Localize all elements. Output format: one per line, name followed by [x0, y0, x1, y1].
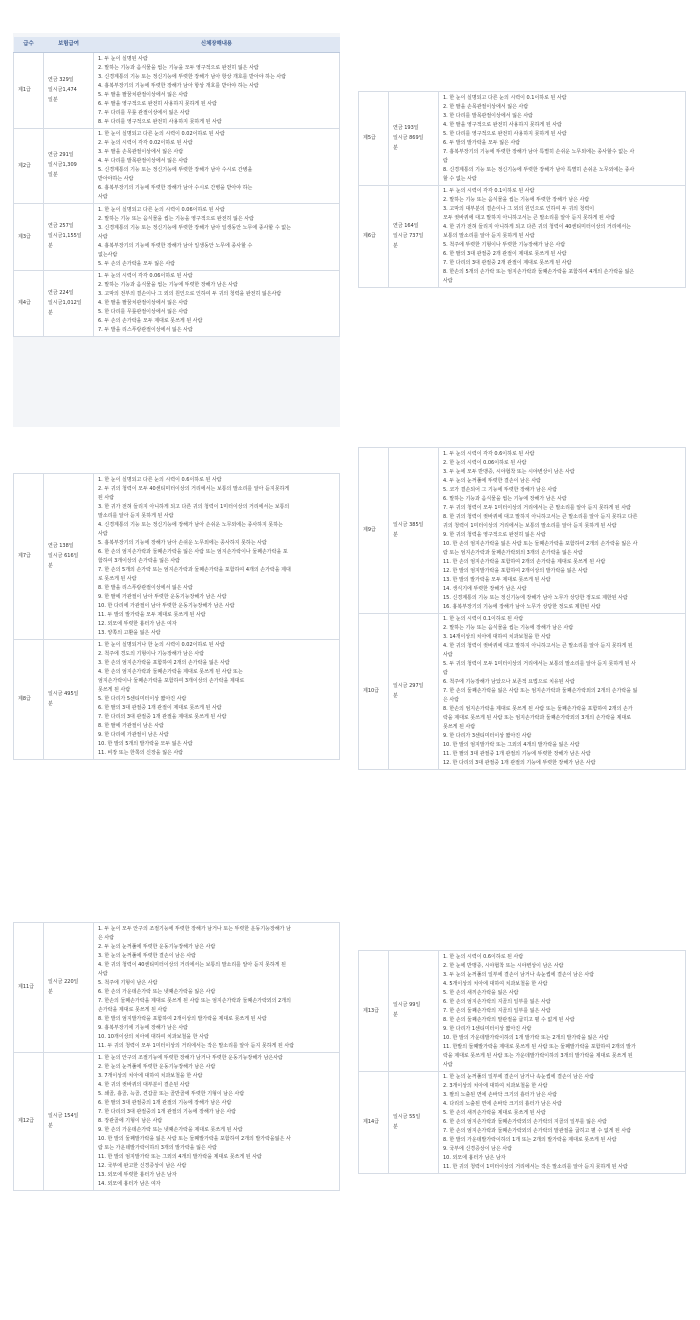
pension-cell — [44, 923, 94, 1053]
condition-line: 6. 두 팔을 영구적으로 완전히 사용하지 못하게 된 사람 — [98, 100, 217, 107]
condition-line: 6. 한 팔의 3대 관절중의 1개 관절의 기능에 장해가 남은 사람 — [98, 1100, 232, 1106]
header-condition: 신체장해내용 — [94, 37, 340, 53]
condition-cell — [439, 185, 686, 288]
grade-cell: 제8급 — [14, 639, 44, 760]
condition-line: 없는사람 — [98, 251, 118, 258]
pension-line: 일시금 737일 — [393, 232, 424, 239]
condition-line: 5. 척주에 뚜렷한 기형이나 뚜렷한 기능장해가 남은 사람 — [443, 242, 566, 248]
grade-cell: 제6급 — [359, 185, 389, 288]
condition-line: 4. 두 눈의 눈꺼풀에 뚜렷한 결손이 남은 사람 — [443, 477, 542, 484]
pension-line: 일시금 154일 — [48, 1112, 79, 1119]
pension-line: 일시금 55일 — [393, 1113, 421, 1120]
condition-cell — [439, 92, 686, 186]
condition-line: 로 못쓰게 된 사람 — [98, 575, 137, 582]
pension-line: 분 — [48, 562, 53, 569]
condition-line: 7. 흉복부장기의 기능에 뚜렷한 장해가 남아 특별히 손쉬운 노무외에는 종사할수 없는 사 — [443, 148, 635, 155]
condition-line: 말소리를 알아 듣지 못하게 된 사람 — [98, 512, 174, 519]
card-grades-13-14 — [358, 950, 686, 1272]
grade-cell: 제10급 — [359, 613, 389, 770]
condition-line: 12. 외모에 뚜렷한 흉터가 남은 여자 — [98, 620, 177, 627]
condition-line: 7. 두 발을 리스푸랑관절이상에서 잃은 사람 — [98, 327, 193, 334]
disability-table-2 — [358, 91, 686, 288]
grade-row — [14, 204, 340, 271]
pension-line: 분 — [48, 243, 53, 250]
pension-line: 연금 291일 — [48, 152, 74, 159]
condition-line: 8. 한 귀의 청력이 귓바퀴에 대고 말하지 아니하고서는 큰 말소리를 알아 듣지 못하고 다른 — [443, 513, 638, 520]
condition-line: 6. 두 손의 손가락을 모두 제대로 못쓰게 된 사람 — [98, 318, 203, 325]
condition-line: 못쓰게 된 사람 — [443, 724, 476, 730]
condition-line: 5. 쇄골, 흉골, 늑골, 견갑골 또는 골반골에 뚜렷한 기형이 남은 사람 — [98, 1091, 245, 1097]
condition-line: 9. 국부에 신경증상이 남은 사람 — [443, 1146, 513, 1152]
pension-line: 분 — [48, 309, 53, 316]
grade-cell: 제5급 — [359, 92, 389, 186]
condition-line: 2. 척주에 경도의 기형이나 기능장해가 남은 사람 — [98, 651, 205, 657]
condition-line: 9. 한 팔에 가관절이 남아 뚜렷한 운동기능장해가 남은 사람 — [98, 593, 227, 600]
card-grades-7-8 — [13, 473, 340, 853]
condition-line: 12. 한 다리의 3대 관절중 1개 관절의 기능에 뚜렷한 장해가 남은 사람 — [443, 760, 596, 766]
condition-line: 1. 한 눈의 시력이 0.6이하로 된 사람 — [443, 953, 524, 960]
condition-line: 2. 말하는 기능 또는 음식물을 씹는 기능을 영구적으로 완전히 잃은 사람 — [98, 215, 254, 222]
condition-line: 귀의 청력이 1미터이상의 거리에서는 보통의 말소리를 알아 듣지 못하게 된 사람 — [443, 522, 617, 529]
condition-line: 6. 한 손의 엄지손가락과 둘째손가락을 잃은 사람 또는 엄지손가락이나 둘째손가락을 포 — [98, 548, 288, 555]
grade-cell: 제4급 — [14, 270, 44, 337]
condition-line: 10. 한 다리에 가관절이 남아 뚜렷한 운동기능장해가 남은 사람 — [98, 602, 235, 609]
condition-cell — [94, 53, 340, 129]
condition-line: 4. 흉복부장기의 기능에 뚜렷한 장해가 남아 항상 개호를 받아야 하는 사람 — [98, 82, 259, 89]
header-grade: 급수 — [14, 37, 44, 53]
grade-row — [14, 1052, 340, 1191]
condition-line: 5. 한 손의 새끼손가락을 제대로 못쓰게 된 사람 — [443, 1110, 546, 1116]
condition-line: 3. 한 손의 엄지손가락을 포함하여 2개의 손가락을 잃은 사람 — [98, 660, 230, 666]
grade-row — [14, 128, 340, 204]
condition-line: 8. 한 발을 리스푸랑관절이상에서 잃은 사람 — [98, 584, 193, 591]
condition-line: 1. 한 눈의 시력이 0.1이하로 된 사람 — [443, 616, 524, 622]
condition-line: 3. 팔의 노출된 면에 손바닥 크기의 흉터가 남은 사람 — [443, 1092, 558, 1098]
condition-line: 9. 한 손의 가운데손가락 또는 넷째손가락을 제대로 못쓰게 된 사람 — [98, 1127, 243, 1133]
condition-line: 사람 — [98, 970, 108, 977]
condition-line: 10. 한 발의 5개의 발가락을 모두 잃은 사람 — [98, 741, 193, 747]
condition-line: 된 사람 — [98, 494, 115, 501]
condition-line: 4. 한 귀의 귓바퀴의 대부분이 결손된 사람 — [98, 1082, 190, 1088]
disability-table-4 — [358, 447, 686, 770]
condition-line: 4. 한 팔을 영구적으로 완전히 사용하지 못하게 된 사람 — [443, 121, 562, 128]
condition-line: 12. 국부에 완고한 신경증상이 남은 사람 — [98, 1163, 187, 1169]
grade-row — [14, 639, 340, 760]
condition-line: 6. 흉복부장기의 기능에 뚜렷한 장해가 남아 수시로 간병을 받아야 하는 — [98, 185, 253, 192]
condition-line: 10. 한 발의 가운데발가락이하의 1개 발가락 또는 2개의 발가락을 잃은 사람 — [443, 1034, 609, 1041]
condition-line: 8. 한손의 5개의 손가락 또는 엄지손가락과 둘째손가락을 포함하여 4개의 손가락을 잃은 — [443, 269, 635, 275]
condition-line: 7. 한 다리의 3대 관절중 1개 관절을 제대로 못쓰게 된 사람 — [98, 714, 227, 720]
condition-line: 1. 한 눈이 실명되고 다른 눈의 시력이 0.6이하로 된 사람 — [98, 476, 222, 483]
condition-line: 8. 두 다리를 영구적으로 완전히 사용하지 못하게 된 사람 — [98, 118, 222, 125]
condition-line: 7. 한 손의 둘째손가락을 잃은 사람 또는 엄지손가락과 둘째손가락외의 2개의 손가락을 잃 — [443, 688, 638, 694]
condition-line: 5. 두 귀의 청력이 모두 1미터이상의 거리에서는 보통의 말소리를 알아 듣지 못하게 된 사 — [443, 661, 636, 667]
condition-line: 6. 한 손의 엄지손가락의 지골의 일부를 잃은 사람 — [443, 998, 551, 1005]
pension-cell — [44, 1052, 94, 1191]
pension-line: 일시금1,309 — [48, 162, 77, 169]
pension-line: 분 — [393, 1012, 398, 1018]
condition-line: 5. 한 손의 새끼손가락을 잃은 사람 — [443, 989, 519, 996]
pension-line: 일시금 385일 — [393, 521, 424, 528]
condition-line: 6. 한 팔의 3대 관절중 1개 관절이 제대로 못쓰게 된 사람 — [98, 705, 222, 711]
condition-line: 5. 코가 결손되어 그 기능에 뚜렷한 장해가 남은 사람 — [443, 486, 558, 493]
grade-row — [359, 1071, 686, 1174]
condition-line: 11. 두 귀의 청력이 모두 1미터이상의 거리에서는 작은 말소리를 알아 듣지 못하게 된 사람 — [98, 1042, 295, 1049]
pension-cell — [389, 613, 439, 770]
condition-line: 2. 한 팔을 손목관절이상에서 잃은 사람 — [443, 103, 529, 110]
condition-line: 4. 한 귀가 전혀 들리지 아니하게 되고 다른 귀의 청력이 40센티미터이상의 거리에서는 — [443, 224, 632, 230]
condition-line: 4. 다리의 노출된 면에 손바닥 크기의 흉터가 남은 사람 — [443, 1101, 562, 1107]
condition-line: 모두 귓바퀴에 대고 말하지 아니하고서는 큰 말소리를 알아 듣지 못하게 된 사람 — [443, 215, 616, 221]
condition-cell — [94, 923, 340, 1053]
grade-cell: 제14급 — [359, 1071, 389, 1174]
condition-cell — [439, 448, 686, 614]
grade-cell: 제12급 — [14, 1052, 44, 1191]
condition-line: 8. 신경계통의 기능 또는 정신기능에 뚜렷한 장해가 남아 특별히 손쉬운 노무외에는 종사 — [443, 166, 635, 173]
grade-row — [359, 951, 686, 1072]
condition-cell — [439, 1071, 686, 1174]
condition-line: 9. 한 다리가 3센티미터이상 짧아진 사람 — [443, 733, 532, 739]
condition-line: 11. 한 발의 엄지발가락 또는 그외의 4개의 발가락을 제대로 못쓰게 된 사람 — [98, 1154, 262, 1160]
grade-row — [359, 613, 686, 770]
condition-cell — [94, 474, 340, 640]
header-pension: 보험급여 — [44, 37, 94, 53]
pension-line: 일분 — [48, 172, 58, 179]
condition-line: 7. 한 다리의 3대 관절중의 1개 관절의 기능에 장해가 남은 사람 — [98, 1109, 237, 1115]
condition-cell — [94, 128, 340, 204]
condition-line: 1. 두 눈의 시력이 각각 0.06이하로 된 사람 — [98, 273, 193, 280]
grade-row — [359, 448, 686, 614]
condition-line: 5. 흉복부장기의 기능에 장해가 남아 손쉬운 노무외에는 종사하지 못하는 사람 — [98, 539, 267, 546]
condition-line: 할 수 없는 사람 — [443, 175, 477, 182]
condition-line: 2. 말하는 기능과 음식물을 씹는 기능을 모두 영구적으로 완전히 잃은 사람 — [98, 64, 259, 71]
condition-cell — [94, 204, 340, 271]
condition-line: 1. 한 눈이 실명되고 다른 눈의 시력이 0.06이하로 된 사람 — [98, 206, 225, 213]
pension-line: 일시금 616일 — [48, 552, 79, 559]
condition-line: 3. 두 팔을 손목관절이상에서 잃은 사람 — [98, 149, 184, 156]
condition-line: 3. 한 눈의 눈꺼풀에 뚜렷한 결손이 남은 사람 — [98, 952, 197, 959]
pension-line: 분 — [393, 1123, 398, 1130]
pension-line: 일시금1,012일 — [48, 299, 82, 306]
condition-line: 10. 한 손의 엄지손가락을 잃은 사람 또는 둘째손가락을 포함하여 2개의 손가락을 잃은 사 — [443, 540, 638, 547]
condition-line: 7. 두 귀의 청력이 모두 1미터이상의 거리에서는 큰 말소리를 알아 듣지 못하게 된 사람 — [443, 504, 632, 511]
pension-cell — [44, 128, 94, 204]
condition-line: 은 사람 — [443, 697, 460, 703]
pension-line: 일시금 220일 — [48, 978, 79, 985]
condition-line: 8. 한 손의 둘째손가락의 말관절을 굽히고 펼 수 없게 된 사람 — [443, 1016, 575, 1023]
condition-line: 14. 생식기에 뚜렷한 장해가 남은 사람 — [443, 585, 527, 592]
condition-line: 10. 외모에 흉터가 남은 남자 — [443, 1155, 506, 1161]
condition-line: 11. 비장 또는 한쪽의 신장을 잃은 사람 — [98, 750, 184, 756]
condition-line: 1. 두 눈의 시력이 각각 0.6이하로 된 사람 — [443, 450, 535, 457]
disability-table-1 — [13, 37, 340, 337]
condition-line: 8. 한 발의 엄지발가락을 포함하여 2개이상의 발가락을 제대로 못쓰게 된 사람 — [98, 1015, 267, 1022]
grade-cell: 제13급 — [359, 951, 389, 1072]
condition-line: 사람 — [443, 652, 453, 658]
condition-line: 람 또는 엄지손가락과 둘째손가락외의 3개의 손가락을 잃은 사람 — [443, 549, 583, 556]
condition-line: 6. 한 손의 엄지손가락과 둘째손가락외의 손가락의 지골의 일부를 잃은 사람 — [443, 1119, 607, 1125]
condition-line: 3. 한 다리를 발목관절이상에서 잃은 사람 — [443, 112, 533, 119]
condition-line: 3. 신경계통의 기능 또는 정신기능에 뚜렷한 장해가 남아 항상 개호를 받아야 하는 사람 — [98, 73, 287, 80]
condition-line: 9. 흉복부장기에 기능에 장해가 남은 사람 — [98, 1024, 188, 1031]
condition-line: 2. 말하는 기능과 음식물을 씹는 기능에 뚜렷한 장해가 남은 사람 — [98, 282, 238, 289]
condition-line: 7. 한 손의 5개의 손가락 또는 엄지손가락과 둘째손가락을 포함하여 4개의 손가락을 제대 — [98, 566, 291, 573]
condition-line: 1. 두 눈의 시력이 각각 0.1이하로 된 사람 — [443, 188, 535, 194]
grade-row — [14, 53, 340, 129]
pension-line: 연금 257일 — [48, 223, 74, 230]
condition-line: 5. 척주에 기형이 남은 사람 — [98, 979, 158, 986]
condition-line: 2. 두 귀의 청력이 모두 40센티미터이상의 거리에서는 보통의 말소리를 알아 듣지못하게 — [98, 485, 290, 492]
condition-line: 5. 한 다리를 영구적으로 완전히 사용하지 못하게 된 사람 — [443, 130, 567, 137]
grade-row — [359, 92, 686, 186]
condition-line: 9. 한 다리가 1센티미터이상 짧아진 사람 — [443, 1025, 532, 1032]
condition-line: 11. 한 손의 엄지손가락을 포함하여 2개의 손가락을 제대로 못쓰게 된 사람 — [443, 558, 606, 565]
grade-row — [359, 185, 686, 288]
condition-line: 사람 — [443, 278, 453, 284]
condition-line: 8. 장관골에 기형이 남은 사람 — [98, 1118, 163, 1124]
condition-line: 1. 한 눈의 눈꺼풀의 일부에 결손이 남거나 속눈썹에 결손이 남은 사람 — [443, 1074, 595, 1080]
condition-line: 7. 한 손의 엄지손가락과 둘째손가락외의 손가락의 말관절을 굽히고 펼 수 없게 된 사람 — [443, 1128, 632, 1134]
condition-line: 6. 척주에 기능장해가 남았으나 보존적 요법으로 치유된 사람 — [443, 679, 575, 685]
pension-line: 연금 224일 — [48, 289, 74, 296]
condition-line: 7. 한손의 둘째손가락을 제대로 못쓰게 된 사람 또는 엄지손가락과 둘째손가락외의 2개의 — [98, 997, 291, 1004]
pension-line: 연금 193일 — [393, 124, 419, 131]
condition-line: 람 또는 가운데발가락이하의 3개의 발가락을 잃은 사람 — [98, 1145, 217, 1151]
condition-cell — [94, 1052, 340, 1191]
grade-cell: 제2급 — [14, 128, 44, 204]
condition-line: 2. 말하는 기능 또는 음식물을 씹는 기능에 장해가 남은 사람 — [443, 625, 574, 631]
pension-cell — [389, 448, 439, 614]
condition-line: 13. 한 발의 발가락을 모두 제대로 못쓰게 된 사람 — [443, 576, 551, 583]
condition-line: 락을 제대로 못쓰게 된 사람 또는 엄지손가락과 둘째손가락외의 3개의 손가락을 제대로 — [443, 715, 632, 721]
pension-line: 일분 — [48, 96, 58, 103]
pension-cell — [44, 204, 94, 271]
condition-line: 11. 한 팔의 3대 관절중 1개 관절의 기능에 뚜렷한 장해가 남은 사람 — [443, 751, 591, 757]
pension-line: 분 — [393, 692, 398, 699]
condition-line: 1. 한 눈이 실명되고 다른 눈의 시력이 0.1이하로 된 사람 — [443, 94, 567, 101]
condition-line: 3. 고막의 대부분의 결손이나 그 외의 원인으로 인하여 두 귀의 청력이 — [443, 206, 595, 212]
condition-line: 1. 한 눈이 실명되거나 한 눈의 시력이 0.02이하로 된 사람 — [98, 642, 225, 648]
condition-line: 10. 한 발의 둘째발가락을 잃은 사람 또는 둘째발가락을 포함하여 2개의 발가락을잃은 사 — [98, 1136, 291, 1142]
condition-line: 락을 제대로 못쓰게 된 사람 또는 가운데발가락이하의 3개의 발가락을 제대로 못쓰게 된 — [443, 1052, 633, 1059]
pension-cell — [44, 270, 94, 337]
condition-line: 엄지손가락이나 둘째손가락을 포함하여 3개이상의 손가락을 제대로 — [98, 678, 245, 684]
condition-cell — [439, 951, 686, 1072]
condition-line: 7. 한 손의 둘째손가락의 지골의 일부를 잃은 사람 — [443, 1007, 551, 1014]
pension-cell — [44, 639, 94, 760]
pension-line: 일시금 297일 — [393, 682, 424, 689]
condition-line: 람 — [443, 670, 448, 676]
condition-line: 12. 한 발의 엄지발가락을 포함하여 2개이상의 발가락을 잃은 사람 — [443, 567, 588, 574]
grade-cell: 제3급 — [14, 204, 44, 271]
grade-cell: 제11급 — [14, 923, 44, 1053]
card-grades-1-4 — [13, 33, 340, 427]
grade-row — [14, 270, 340, 337]
pension-line: 분 — [48, 700, 53, 707]
table-header-row — [14, 37, 340, 53]
condition-line: 2. 한 눈에 반맹증, 시야협착 또는 시야변상이 남은 사람 — [443, 962, 564, 969]
condition-line: 3. 한 귀가 전혀 들리지 아니하게 되고 다른 귀의 청력이 1미터이상의 거리에서는 보통의 — [98, 503, 290, 510]
disability-table-6 — [358, 950, 686, 1174]
condition-line: 13. 외모에 뚜렷한 흉터가 남은 남자 — [98, 1172, 177, 1178]
condition-line: 6. 한 팔의 3대 관절중 2개 관절이 제대로 못쓰게 된 사람 — [443, 251, 567, 257]
card-grades-9-10 — [358, 447, 686, 883]
grade-row — [14, 474, 340, 640]
pension-line: 일시금 869일 — [393, 134, 424, 141]
condition-line: 3. 두 눈에 모두 반맹증, 시야협착 또는 시야변상이 남은 사람 — [443, 468, 575, 475]
pension-line: 분 — [48, 988, 53, 995]
condition-line: 사람 — [98, 194, 108, 201]
pension-cell — [44, 474, 94, 640]
condition-line: 보통의 말소리를 알아 듣지 못하게 된 사람 — [443, 233, 535, 239]
pension-line: 분 — [393, 242, 398, 249]
condition-line: 5. 두 팔을 팔꿈치관절이상에서 잃은 사람 — [98, 91, 188, 98]
condition-line: 2. 두 눈의 눈꺼풀에 뚜렷한 운동기능장해가 남은 사람 — [98, 943, 216, 950]
condition-line: 8. 한 발의 가운데발가락이하의 1개 또는 2개의 발가락을 제대로 못쓰게 된 사람 — [443, 1137, 617, 1143]
condition-line: 3. 14개이상의 치아에 대하여 치과보철을 한 사람 — [443, 634, 551, 640]
disability-table-5 — [13, 922, 340, 1191]
condition-line: 11. 한 귀의 청력이 1미터이상의 거리에서는 작은 말소리를 알아 듣지 못하게 된 사람 — [443, 1164, 628, 1170]
condition-line: 8. 한손의 엄지손가락을 제대로 못쓰게 된 사람 또는 둘째손가락을 포함하여 2개의 손가 — [443, 706, 633, 712]
condition-line: 사람 — [443, 1061, 453, 1068]
condition-line: 사람 — [98, 530, 108, 537]
condition-line: 5. 한 다리가 5센티미터이상 짧아진 사람 — [98, 696, 187, 702]
condition-line: 7. 두 다리를 무릎 관절이상에서 잃은 사람 — [98, 109, 190, 116]
condition-line: 3. 고막의 전부의 결손이나 그 외의 원인으로 인하여 두 귀의 청력을 완전히 잃은사람 — [98, 291, 282, 298]
condition-line: 9. 한 다리에 가관절이 남은 사람 — [98, 732, 169, 738]
condition-line: 5. 신경계통의 기능 또는 정신기능에 뚜렷한 장해가 남아 수시로 간병을 — [98, 167, 253, 174]
card-grades-5-6 — [358, 91, 686, 353]
condition-line: 10. 한 발의 엄지발가락 또는 그외의 4개의 발가락을 잃은 사람 — [443, 742, 580, 748]
condition-line: 9. 한 귀의 청력을 영구적으로 완전히 잃은 사람 — [443, 531, 546, 538]
pension-line: 분 — [393, 144, 398, 151]
pension-line: 일시금1,474 — [48, 86, 77, 93]
disability-table-3 — [13, 473, 340, 760]
condition-line: 받아야하는 사람 — [98, 176, 134, 183]
condition-line: 사람 — [98, 233, 108, 240]
condition-line: 4. 흉복부장기의 기능에 뚜렷한 장해가 남아 일생동안 노무에 종사할 수 — [98, 242, 253, 249]
condition-cell — [94, 270, 340, 337]
grade-cell: 제9급 — [359, 448, 389, 614]
condition-line: 1. 한 눈이 실명되고 다른 눈의 시력이 0.02이하로 된 사람 — [98, 131, 225, 138]
condition-line: 8. 한 팔에 가관절이 남은 사람 — [98, 723, 164, 729]
condition-line: 1. 두 눈이 실명된 사람 — [98, 55, 148, 62]
grade-cell: 제7급 — [14, 474, 44, 640]
condition-line: 10. 10개이상의 치아에 대하여 치과보철을 한 사람 — [98, 1033, 209, 1040]
pension-line: 연금 164일 — [393, 222, 419, 229]
condition-line: 5. 두 손의 손가락을 모두 잃은 사람 — [98, 260, 176, 267]
condition-line: 3. 두 눈의 눈꺼풀의 일부에 결손이 남거나 속눈썹에 결손이 남은 사람 — [443, 971, 595, 978]
condition-line: 4. 한 귀의 청력이 귓바퀴에 대고 말하지 아니하고서는 큰 말소리를 알아 듣지 못하게 된 — [443, 643, 633, 649]
condition-line: 15. 신경계통의 기능 또는 정신기능에 장해가 남아 노무가 상당한 정도로 제한된 사람 — [443, 594, 628, 601]
condition-line: 3. 7개이상의 치아에 대하여 치과보철을 한 사람 — [98, 1073, 203, 1079]
grade-row — [14, 923, 340, 1053]
condition-line: 람 — [443, 157, 448, 164]
condition-line: 2. 말하는 기능 또는 음식물을 씹는 기능에 뚜렷한 장해가 남은 사람 — [443, 197, 590, 203]
pension-line: 일시금 99일 — [393, 1002, 421, 1008]
condition-cell — [439, 613, 686, 770]
pension-line: 연금 329일 — [48, 76, 74, 83]
condition-line: 1. 두 눈이 모두 안구의 조절기능에 뚜렷한 장해가 남거나 또는 뚜렷한 운동기능장해가 남 — [98, 925, 291, 932]
condition-line: 11. 한발의 둘째발가락을 제대로 못쓰게 된 사람 또는 둘째발가락을 포함하여 2개의 발가 — [443, 1043, 636, 1050]
condition-line: 2. 한 눈의 시력이 0.06이하로 된 사람 — [443, 459, 527, 466]
condition-line: 2. 두 눈의 시력이 각각 0.02이하로 된 사람 — [98, 140, 193, 147]
condition-line: 2. 3개이상의 치아에 대하여 치과보철을 한 사람 — [443, 1083, 548, 1089]
pension-cell — [389, 1071, 439, 1174]
condition-line: 3. 신경계통의 기능 또는 정신기능에 뚜렷한 장해가 남아 일생동안 노무에 종사할 수 없는 — [98, 224, 291, 231]
condition-line: 14. 외모에 흉터가 남은 여자 — [98, 1181, 161, 1187]
condition-line: 4. 신경계통의 기능 또는 정신기능에 장해가 남아 손쉬운 노무외에는 종사하지 못하는 — [98, 521, 283, 528]
condition-line: 손가락을 제대로 못쓰게 된 사람 — [98, 1006, 168, 1013]
condition-line: 함하여 3개이상의 손가락을 잃은 사람 — [98, 557, 180, 564]
pension-cell — [389, 951, 439, 1072]
pension-cell — [389, 185, 439, 288]
grade-cell: 제1급 — [14, 53, 44, 129]
condition-line: 13. 양쪽의 고환을 잃은 사람 — [98, 629, 161, 636]
condition-line: 6. 말하는 기능과 음식물을 씹는 기능에 장해가 남은 사람 — [443, 495, 567, 502]
condition-line: 4. 한 팔을 팔꿈치관절이상에서 잃은 사람 — [98, 300, 188, 307]
condition-line: 1. 한 눈의 안구의 조절기능에 뚜렷한 장해가 남거나 뚜렷한 운동기능장해가 남은사람 — [98, 1055, 283, 1061]
condition-line: 못쓰게 된 사람 — [98, 687, 131, 693]
card-grades-11-12 — [13, 922, 340, 1270]
condition-cell — [94, 639, 340, 760]
pension-line: 분 — [393, 531, 398, 538]
condition-line: 4. 5개이상의 치아에 대하여 치과보철을 한 사람 — [443, 980, 548, 987]
condition-line: 은 사람 — [98, 934, 115, 941]
pension-line: 분 — [48, 1122, 53, 1129]
condition-line: 4. 한 귀의 청력이 40센티미터이상의 거리에서는 보통의 말소리를 알아 듣지 못하게 된 — [98, 961, 287, 968]
condition-line: 4. 두 다리를 발목관절이상에서 잃은 사람 — [98, 158, 188, 165]
condition-line: 4. 한 손의 엄지손가락과 둘째손가락을 제대로 못쓰게 된 사람 또는 — [98, 669, 243, 675]
condition-line: 16. 흉복부장기의 기능에 장해가 남아 노무가 상당한 정도로 제한된 사람 — [443, 603, 601, 610]
condition-line: 11. 두 발의 발가락을 모두 제대로 못쓰게 된 사람 — [98, 611, 206, 618]
pension-line: 일시금1,155일 — [48, 233, 82, 240]
condition-line: 5. 한 다리를 무릎관절이상에서 잃은 사람 — [98, 309, 188, 316]
pension-cell — [44, 53, 94, 129]
pension-cell — [389, 92, 439, 186]
condition-line: 7. 한 다리의 3대 관절중 2개 관절이 제대로 못쓰게 된 사람 — [443, 260, 572, 266]
condition-line: 6. 두 발의 발가락을 모두 잃은 사람 — [443, 139, 521, 146]
pension-line: 일시금 495일 — [48, 690, 79, 697]
condition-line: 6. 한 손의 가운데손가락 또는 넷째손가락을 잃은 사람 — [98, 988, 216, 995]
condition-line: 2. 한 눈의 눈꺼풀에 뚜렷한 운동기능장해가 남은 사람 — [98, 1064, 216, 1070]
pension-line: 연금 138일 — [48, 542, 74, 549]
